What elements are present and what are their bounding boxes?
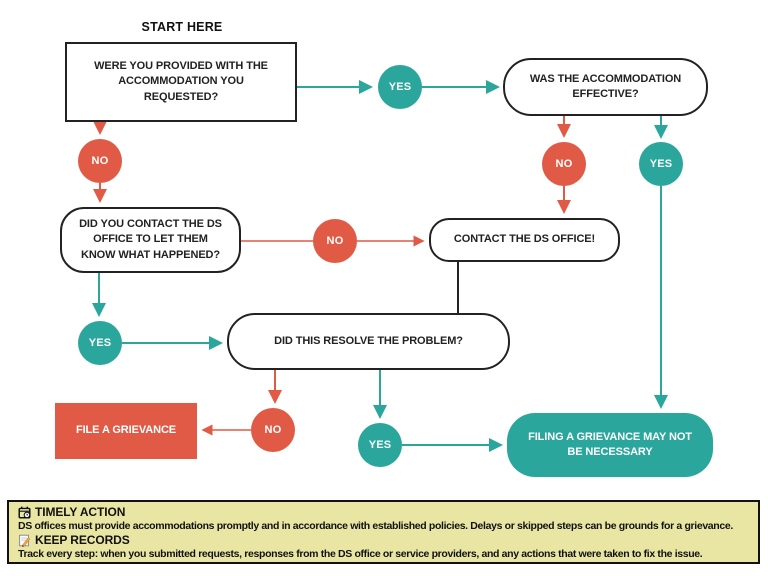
keep-records-title: KEEP RECORDS: [35, 533, 130, 547]
node-accommodation-provided: [65, 42, 297, 122]
calendar-clock-icon: [18, 506, 31, 519]
node-contacted-ds-office: [60, 207, 241, 273]
pencil-note-icon: [18, 534, 31, 547]
info-banner: [7, 500, 760, 564]
yes-badge-2: YES: [639, 142, 683, 186]
timely-action-title: TIMELY ACTION: [35, 505, 126, 519]
node-accommodation-provided-label: WERE YOU PROVIDED WITH THE ACCOMMODATION YOU REQUESTED?: [94, 59, 268, 103]
no-badge-2: NO: [542, 142, 586, 186]
node-grievance-not-necessary-label: FILING A GRIEVANCE MAY NOT BE NECESSARY: [528, 430, 692, 458]
no-badge-3: NO: [313, 219, 357, 263]
keep-records-body: Track every step: when you submitted requests, responses from the DS office or service providers, and any actions that were taken to fix the issue.: [18, 548, 703, 560]
no-badge-4: NO: [251, 408, 295, 452]
node-file-grievance-label: FILE A GRIEVANCE: [75, 424, 177, 437]
node-resolved-problem-label: DID THIS RESOLVE THE PROBLEM?: [274, 334, 463, 347]
node-accommodation-effective: [503, 58, 708, 116]
node-file-grievance: [55, 403, 197, 459]
no-badge-1: NO: [78, 139, 122, 183]
node-resolved-problem: [227, 313, 510, 370]
timely-action-body: DS offices must provide accommodations promptly and in accordance with established policies. Delays or skipped steps can be grounds for a grievance.: [18, 520, 733, 532]
yes-badge-4: YES: [358, 423, 402, 467]
yes-badge-3: YES: [78, 321, 122, 365]
node-grievance-not-necessary: [507, 413, 713, 477]
node-contact-ds-office: [429, 218, 620, 262]
node-accommodation-effective-label: WAS THE ACCOMMODATION EFFECTIVE?: [529, 72, 682, 100]
node-contacted-ds-office-label: DID YOU CONTACT THE DS OFFICE TO LET THEM KNOW WHAT HAPPENED?: [79, 217, 222, 261]
start-here-label: START HERE: [141, 20, 223, 34]
yes-badge-1: YES: [378, 65, 422, 109]
node-contact-ds-office-label: CONTACT THE DS OFFICE!: [453, 233, 596, 246]
